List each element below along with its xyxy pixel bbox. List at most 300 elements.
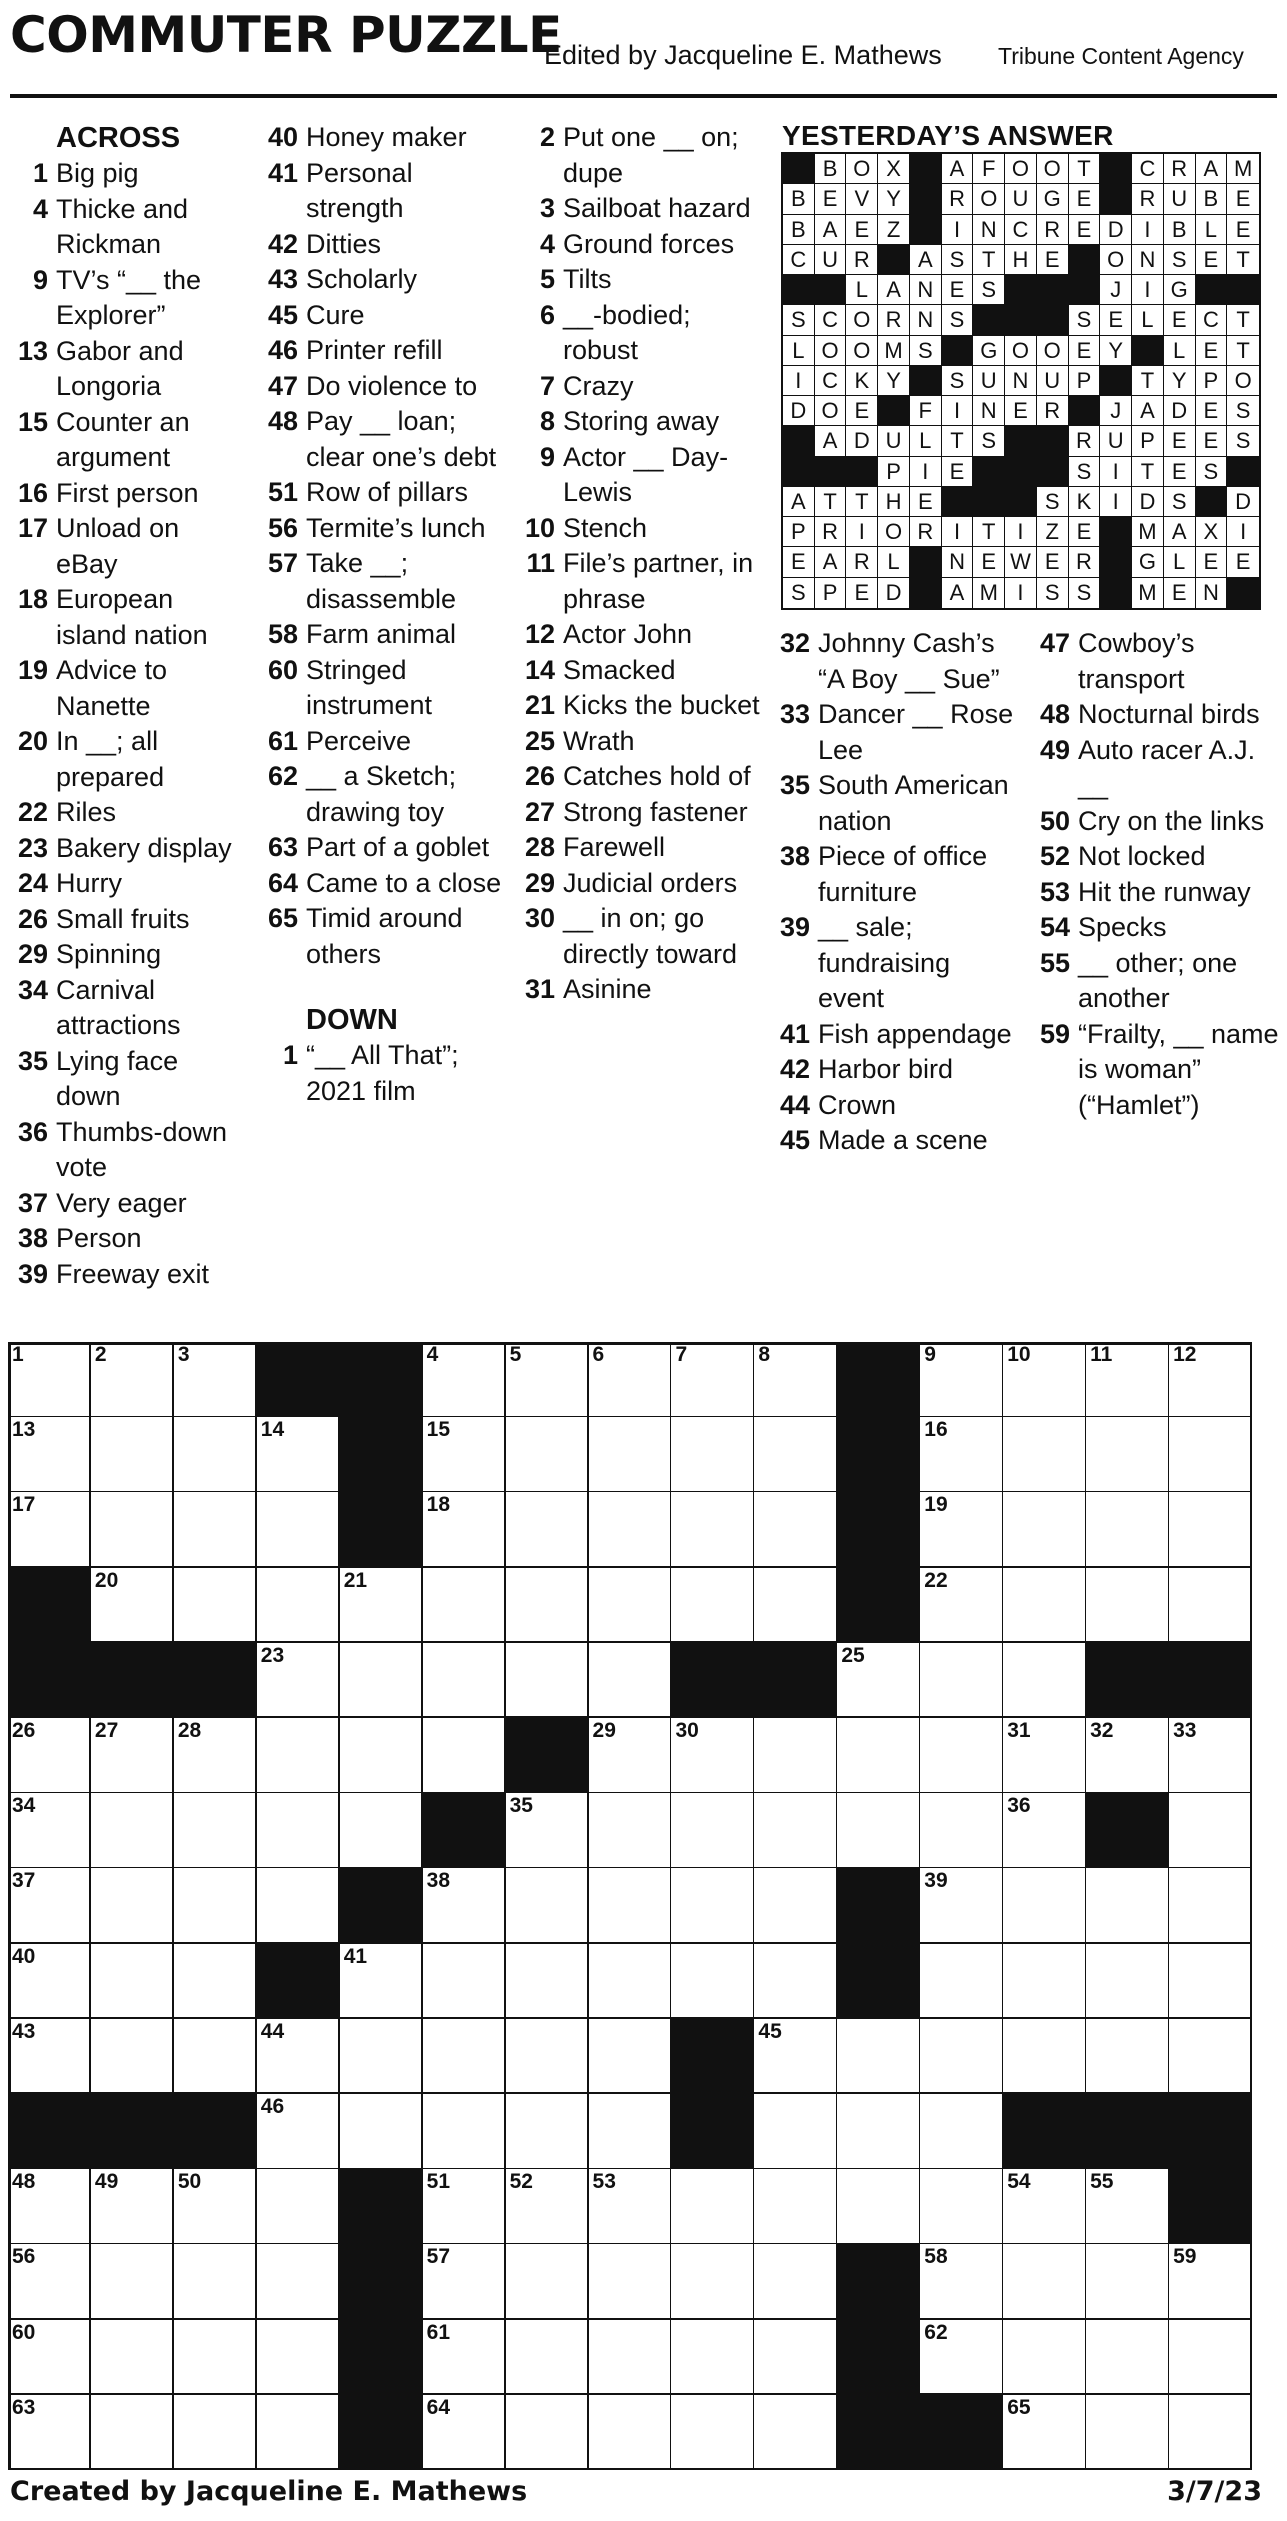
grid-answer-square[interactable] <box>506 2019 589 2095</box>
grid-answer-square[interactable] <box>1086 2320 1169 2396</box>
clue-number: 37 <box>17 1187 48 1218</box>
clue-number: 46 <box>267 335 298 365</box>
grid-answer-square[interactable] <box>1169 1417 1252 1493</box>
grid-answer-square[interactable] <box>423 1492 506 1568</box>
grid-answer-square[interactable] <box>340 1944 423 2020</box>
grid-answer-square[interactable] <box>920 2244 1003 2320</box>
grid-answer-square[interactable] <box>8 1417 91 1493</box>
grid-answer-square[interactable] <box>754 1944 837 2020</box>
grid-answer-square[interactable] <box>589 2094 672 2170</box>
grid-answer-square[interactable] <box>257 1568 340 1644</box>
yesterday-black-cell <box>815 275 847 305</box>
grid-answer-square[interactable] <box>257 2169 340 2245</box>
grid-answer-square[interactable] <box>8 2019 91 2095</box>
grid-answer-square[interactable] <box>589 2395 672 2471</box>
yesterday-letter-cell: O <box>1037 154 1069 184</box>
yesterday-letter-cell: O <box>1227 366 1259 396</box>
clue-number: 36 <box>17 1116 48 1147</box>
yesterday-black-cell <box>910 366 942 396</box>
grid-answer-square[interactable] <box>671 1417 754 1493</box>
grid-answer-square[interactable] <box>340 1643 423 1719</box>
clue-text: Riles <box>56 797 117 827</box>
grid-answer-square[interactable] <box>506 1944 589 2020</box>
grid-answer-square[interactable] <box>671 1868 754 1944</box>
yesterday-black-cell <box>942 487 974 517</box>
grid-answer-square[interactable] <box>671 1718 754 1794</box>
grid-answer-square[interactable] <box>754 1793 837 1869</box>
grid-answer-square[interactable] <box>1086 1342 1169 1418</box>
across-clue-36 <box>8 1115 248 1186</box>
grid-answer-square[interactable] <box>920 1793 1003 1869</box>
grid-answer-square[interactable] <box>589 1342 672 1418</box>
clue-text: Ditties <box>306 228 382 259</box>
grid-answer-square[interactable] <box>1003 1944 1086 2020</box>
clue-number: 38 <box>779 841 810 871</box>
grid-answer-square[interactable] <box>174 1342 257 1418</box>
grid-answer-square[interactable] <box>1003 1793 1086 1869</box>
grid-answer-square[interactable] <box>754 2094 837 2170</box>
grid-answer-square[interactable] <box>1086 1492 1169 1568</box>
grid-answer-square[interactable] <box>589 2169 672 2245</box>
down-clue-50 <box>1030 804 1280 840</box>
grid-answer-square[interactable] <box>1003 2395 1086 2471</box>
yesterday-letter-cell: I <box>942 517 974 547</box>
grid-answer-square[interactable] <box>8 2320 91 2396</box>
clue-text: Thicke and Rickman <box>56 193 189 259</box>
grid-clue-number: 12 <box>1173 1343 1197 1366</box>
yesterday-letter-cell: S <box>1037 578 1069 608</box>
yesterday-letter-cell: Y <box>878 184 910 214</box>
yesterday-black-cell <box>1100 184 1132 214</box>
grid-answer-square[interactable] <box>257 1643 340 1719</box>
grid-answer-square[interactable] <box>91 2395 174 2471</box>
across-clue-45 <box>258 298 503 334</box>
across-clue-42 <box>258 227 503 263</box>
grid-answer-square[interactable] <box>1169 1492 1252 1568</box>
grid-answer-square[interactable] <box>920 1944 1003 2020</box>
clue-number: 4 <box>32 193 48 224</box>
grid-clue-number: 4 <box>426 1343 439 1366</box>
grid-answer-square[interactable] <box>837 1718 920 1794</box>
yesterday-letter-cell: L <box>783 336 815 366</box>
grid-answer-square[interactable] <box>174 2320 257 2396</box>
grid-answer-square[interactable] <box>257 2395 340 2471</box>
yesterday-letter-cell: G <box>973 336 1005 366</box>
clue-number: 39 <box>779 912 810 942</box>
yesterday-letter-cell: L <box>1132 305 1164 335</box>
grid-answer-square[interactable] <box>1086 1944 1169 2020</box>
yesterday-letter-cell: A <box>910 245 942 275</box>
grid-answer-square[interactable] <box>340 1568 423 1644</box>
grid-answer-square[interactable] <box>506 2320 589 2396</box>
grid-answer-square[interactable] <box>1169 1944 1252 2020</box>
grid-answer-square[interactable] <box>589 1492 672 1568</box>
grid-answer-square[interactable] <box>754 1417 837 1493</box>
grid-clue-number: 46 <box>260 2095 285 2118</box>
grid-answer-square[interactable] <box>91 2244 174 2320</box>
grid-answer-square[interactable] <box>754 1568 837 1644</box>
grid-answer-square[interactable] <box>423 2019 506 2095</box>
clue-number: 34 <box>17 974 48 1005</box>
grid-answer-square[interactable] <box>1169 1718 1252 1794</box>
grid-answer-square[interactable] <box>257 1718 340 1794</box>
grid-answer-square[interactable] <box>423 1643 506 1719</box>
clue-text: Ground forces <box>563 228 735 259</box>
clue-text: First person <box>56 477 199 508</box>
across-column-1 <box>8 120 248 1292</box>
grid-answer-square[interactable] <box>423 1568 506 1644</box>
grid-answer-square[interactable] <box>174 2395 257 2471</box>
grid-answer-square[interactable] <box>423 1868 506 1944</box>
grid-answer-square[interactable] <box>174 1492 257 1568</box>
grid-answer-square[interactable] <box>174 1568 257 1644</box>
grid-answer-square[interactable] <box>1003 2169 1086 2245</box>
yesterday-letter-cell: E <box>1037 245 1069 275</box>
grid-answer-square[interactable] <box>920 1568 1003 1644</box>
grid-answer-square[interactable] <box>506 2094 589 2170</box>
grid-answer-square[interactable] <box>1086 1568 1169 1644</box>
grid-answer-square[interactable] <box>671 2244 754 2320</box>
grid-answer-square[interactable] <box>589 1718 672 1794</box>
grid-answer-square[interactable] <box>1003 2019 1086 2095</box>
grid-answer-square[interactable] <box>8 1868 91 1944</box>
grid-answer-square[interactable] <box>91 1793 174 1869</box>
grid-answer-square[interactable] <box>920 1868 1003 1944</box>
grid-answer-square[interactable] <box>423 2320 506 2396</box>
grid-answer-square[interactable] <box>506 1492 589 1568</box>
grid-answer-square[interactable] <box>754 1342 837 1418</box>
clue-number: 59 <box>1039 1018 1070 1049</box>
grid-answer-square[interactable] <box>1086 2244 1169 2320</box>
grid-answer-square[interactable] <box>1003 1643 1086 1719</box>
grid-answer-square[interactable] <box>506 1417 589 1493</box>
grid-answer-square[interactable] <box>920 2094 1003 2170</box>
grid-answer-square[interactable] <box>91 1568 174 1644</box>
yesterday-letter-cell: R <box>1132 184 1164 214</box>
grid-answer-square[interactable] <box>671 2395 754 2471</box>
grid-answer-square[interactable] <box>91 2169 174 2245</box>
grid-answer-square[interactable] <box>91 2320 174 2396</box>
yesterday-letter-cell: Z <box>878 215 910 245</box>
grid-clue-number: 55 <box>1090 2170 1114 2194</box>
grid-answer-square[interactable] <box>754 2169 837 2245</box>
header-divider <box>10 94 1277 98</box>
clue-number: 48 <box>267 406 298 436</box>
across-clue-20 <box>8 724 248 795</box>
grid-answer-square[interactable] <box>920 1342 1003 1418</box>
grid-answer-square[interactable] <box>506 2244 589 2320</box>
yesterday-letter-cell: E <box>973 547 1005 577</box>
grid-answer-square[interactable] <box>257 1417 340 1493</box>
grid-answer-square[interactable] <box>257 2094 340 2170</box>
grid-black-square <box>8 2094 91 2170</box>
across-clue-23 <box>8 831 248 867</box>
grid-answer-square[interactable] <box>1086 1718 1169 1794</box>
grid-answer-square[interactable] <box>1003 1718 1086 1794</box>
yesterday-letter-cell: R <box>878 305 910 335</box>
grid-answer-square[interactable] <box>506 1568 589 1644</box>
yesterday-letter-cell: O <box>846 154 878 184</box>
grid-answer-square[interactable] <box>8 2169 91 2245</box>
yesterday-letter-cell: E <box>1164 457 1196 487</box>
down-clue-6 <box>515 298 765 369</box>
grid-answer-square[interactable] <box>506 2169 589 2245</box>
grid-answer-square[interactable] <box>340 2019 423 2095</box>
clue-text: Scholarly <box>306 264 418 294</box>
grid-answer-square[interactable] <box>920 1417 1003 1493</box>
grid-answer-square[interactable] <box>671 1944 754 2020</box>
grid-answer-square[interactable] <box>589 1868 672 1944</box>
across-clue-41 <box>258 156 503 227</box>
clue-number: 25 <box>524 725 555 756</box>
grid-answer-square[interactable] <box>174 1793 257 1869</box>
down-clue-52 <box>1030 839 1280 875</box>
grid-answer-square[interactable] <box>754 2395 837 2471</box>
across-clue-38 <box>8 1221 248 1257</box>
yesterday-letter-cell: U <box>973 366 1005 396</box>
yesterday-letter-cell: S <box>1196 457 1228 487</box>
grid-clue-number: 32 <box>1090 1719 1114 1742</box>
grid-answer-square[interactable] <box>589 2320 672 2396</box>
grid-answer-square[interactable] <box>174 1944 257 2020</box>
grid-answer-square[interactable] <box>423 1718 506 1794</box>
grid-clue-number: 11 <box>1090 1343 1113 1366</box>
clue-text: Termite’s lunch <box>306 512 486 543</box>
grid-answer-square[interactable] <box>1086 2019 1169 2095</box>
grid-clue-number: 29 <box>592 1719 616 1742</box>
grid-answer-square[interactable] <box>8 1342 91 1418</box>
yesterday-letter-cell: M <box>1132 578 1164 608</box>
yesterday-letter-cell: P <box>878 457 910 487</box>
yesterday-letter-cell: E <box>942 457 974 487</box>
grid-answer-square[interactable] <box>91 1492 174 1568</box>
yesterday-letter-cell: H <box>878 487 910 517</box>
clue-text: Kicks the bucket <box>563 690 760 720</box>
down-clue-28 <box>515 830 765 866</box>
grid-answer-square[interactable] <box>257 2320 340 2396</box>
grid-answer-square[interactable] <box>671 2320 754 2396</box>
clue-number: 63 <box>267 832 298 862</box>
grid-answer-square[interactable] <box>506 1868 589 1944</box>
grid-answer-square[interactable] <box>174 1718 257 1794</box>
agency-name: Tribune Content Agency <box>998 43 1244 69</box>
grid-answer-square[interactable] <box>340 1793 423 1869</box>
grid-answer-square[interactable] <box>174 1417 257 1493</box>
grid-answer-square[interactable] <box>423 2395 506 2471</box>
grid-answer-square[interactable] <box>589 2019 672 2095</box>
grid-answer-square[interactable] <box>1003 2244 1086 2320</box>
down-clue-21 <box>515 688 765 724</box>
clue-text: Small fruits <box>56 903 190 934</box>
clue-number: 44 <box>779 1089 810 1120</box>
yesterday-letter-cell: S <box>910 336 942 366</box>
grid-answer-square[interactable] <box>423 1944 506 2020</box>
grid-answer-square[interactable] <box>1003 2320 1086 2396</box>
grid-answer-square[interactable] <box>920 1492 1003 1568</box>
grid-answer-square[interactable] <box>91 1417 174 1493</box>
grid-answer-square[interactable] <box>91 1944 174 2020</box>
grid-answer-square[interactable] <box>1169 1868 1252 1944</box>
across-clue-22 <box>8 795 248 831</box>
yesterday-letter-cell: S <box>1069 578 1101 608</box>
grid-black-square <box>671 1643 754 1719</box>
clue-number: 47 <box>267 370 298 401</box>
clue-number: 17 <box>17 513 48 543</box>
yesterday-letter-cell: E <box>1227 547 1259 577</box>
grid-answer-square[interactable] <box>837 2019 920 2095</box>
grid-answer-square[interactable] <box>8 1718 91 1794</box>
clue-text: Printer refill <box>306 335 443 365</box>
grid-answer-square[interactable] <box>91 2019 174 2095</box>
clue-number: 35 <box>779 770 810 800</box>
grid-answer-square[interactable] <box>589 1417 672 1493</box>
clue-text: “Frailty, __ name is woman” (“Hamlet”) <box>1078 1018 1279 1120</box>
grid-answer-square[interactable] <box>1086 2395 1169 2471</box>
grid-answer-square[interactable] <box>671 1492 754 1568</box>
grid-answer-square[interactable] <box>754 2019 837 2095</box>
grid-black-square <box>1169 1643 1252 1719</box>
clue-number: 58 <box>267 619 298 649</box>
grid-answer-square[interactable] <box>837 2094 920 2170</box>
yesterday-letter-cell: U <box>1037 366 1069 396</box>
grid-answer-square[interactable] <box>1169 1793 1252 1869</box>
grid-answer-square[interactable] <box>671 2169 754 2245</box>
grid-answer-square[interactable] <box>1003 1568 1086 1644</box>
grid-answer-square[interactable] <box>174 1868 257 1944</box>
grid-black-square <box>837 2244 920 2320</box>
grid-answer-square[interactable] <box>671 1793 754 1869</box>
clue-number: 62 <box>267 761 298 791</box>
grid-answer-square[interactable] <box>1003 1342 1086 1418</box>
grid-answer-square[interactable] <box>589 1793 672 1869</box>
grid-clue-number: 26 <box>12 1719 36 1742</box>
grid-answer-square[interactable] <box>8 2395 91 2471</box>
yesterday-black-cell <box>1100 547 1132 577</box>
yesterday-letter-cell: U <box>878 426 910 456</box>
grid-clue-number: 53 <box>592 2170 616 2194</box>
grid-answer-square[interactable] <box>257 1868 340 1944</box>
grid-answer-square[interactable] <box>920 2019 1003 2095</box>
grid-answer-square[interactable] <box>837 2169 920 2245</box>
grid-answer-square[interactable] <box>589 2244 672 2320</box>
grid-answer-square[interactable] <box>506 1793 589 1869</box>
grid-answer-square[interactable] <box>257 1793 340 1869</box>
grid-answer-square[interactable] <box>91 1868 174 1944</box>
clue-number: 57 <box>267 548 298 578</box>
yesterday-letter-cell: S <box>1069 305 1101 335</box>
yesterday-letter-cell: A <box>783 487 815 517</box>
clue-number: 9 <box>32 264 48 295</box>
grid-answer-square[interactable] <box>1169 2019 1252 2095</box>
grid-answer-square[interactable] <box>754 2320 837 2396</box>
grid-answer-square[interactable] <box>506 2395 589 2471</box>
grid-answer-square[interactable] <box>589 1944 672 2020</box>
across-clue-62 <box>258 759 503 830</box>
clue-text: __ in on; go directly toward <box>563 903 738 969</box>
yesterday-letter-cell: I <box>1005 517 1037 547</box>
grid-answer-square[interactable] <box>754 1492 837 1568</box>
grid-answer-square[interactable] <box>754 1868 837 1944</box>
yesterday-letter-cell: T <box>1227 336 1259 366</box>
clue-number: 7 <box>539 370 555 401</box>
grid-answer-square[interactable] <box>174 2169 257 2245</box>
grid-clue-number: 22 <box>924 1568 948 1592</box>
down-clue-30 <box>515 901 765 972</box>
grid-answer-square[interactable] <box>257 2019 340 2095</box>
grid-answer-square[interactable] <box>920 2320 1003 2396</box>
grid-answer-square[interactable] <box>837 1643 920 1719</box>
yesterday-letter-cell: T <box>973 517 1005 547</box>
crossword-grid <box>8 1342 1252 2470</box>
grid-answer-square[interactable] <box>8 1492 91 1568</box>
clue-number: 48 <box>1039 699 1070 729</box>
clue-number: 15 <box>17 406 48 437</box>
grid-answer-square[interactable] <box>91 1718 174 1794</box>
grid-answer-square[interactable] <box>174 2019 257 2095</box>
across-clue-37 <box>8 1186 248 1222</box>
grid-answer-square[interactable] <box>1086 1868 1169 1944</box>
grid-answer-square[interactable] <box>589 1643 672 1719</box>
grid-answer-square[interactable] <box>423 2094 506 2170</box>
grid-answer-square[interactable] <box>837 1793 920 1869</box>
grid-answer-square[interactable] <box>671 1342 754 1418</box>
grid-answer-square[interactable] <box>1169 1568 1252 1644</box>
grid-answer-square[interactable] <box>8 1944 91 2020</box>
grid-answer-square[interactable] <box>8 1793 91 1869</box>
grid-answer-square[interactable] <box>340 2094 423 2170</box>
grid-answer-square[interactable] <box>506 1643 589 1719</box>
grid-answer-square[interactable] <box>1086 1417 1169 1493</box>
clue-text: Johnny Cash’s “A Boy __ Sue” <box>818 628 1000 694</box>
grid-answer-square[interactable] <box>423 1417 506 1493</box>
grid-answer-square[interactable] <box>506 1342 589 1418</box>
grid-answer-square[interactable] <box>1169 2244 1252 2320</box>
grid-answer-square[interactable] <box>8 2244 91 2320</box>
grid-answer-square[interactable] <box>1003 1868 1086 1944</box>
grid-answer-square[interactable] <box>257 1492 340 1568</box>
grid-answer-square[interactable] <box>920 1643 1003 1719</box>
down-clue-45 <box>770 1123 1020 1159</box>
grid-answer-square[interactable] <box>257 2244 340 2320</box>
grid-answer-square[interactable] <box>754 2244 837 2320</box>
grid-answer-square[interactable] <box>1169 1342 1252 1418</box>
clue-text: Auto racer A.J. __ <box>1078 734 1256 800</box>
grid-answer-square[interactable] <box>589 1568 672 1644</box>
grid-answer-square[interactable] <box>1169 2320 1252 2396</box>
grid-answer-square[interactable] <box>1086 2169 1169 2245</box>
grid-answer-square[interactable] <box>423 2244 506 2320</box>
yesterday-black-cell <box>910 578 942 608</box>
yesterday-letter-cell: M <box>878 336 910 366</box>
grid-answer-square[interactable] <box>91 1342 174 1418</box>
clue-number: 11 <box>526 548 555 578</box>
grid-answer-square[interactable] <box>423 1342 506 1418</box>
grid-answer-square[interactable] <box>340 1718 423 1794</box>
yesterday-black-cell <box>1132 336 1164 366</box>
across-clue-47 <box>258 369 503 405</box>
grid-answer-square[interactable] <box>174 2244 257 2320</box>
grid-answer-square[interactable] <box>920 2169 1003 2245</box>
grid-answer-square[interactable] <box>1003 1417 1086 1493</box>
clue-text: Sailboat hazard <box>563 193 751 223</box>
grid-answer-square[interactable] <box>754 1718 837 1794</box>
grid-answer-square[interactable] <box>1169 2395 1252 2471</box>
grid-answer-square[interactable] <box>1003 1492 1086 1568</box>
yesterday-letter-cell: C <box>783 245 815 275</box>
grid-answer-square[interactable] <box>920 1718 1003 1794</box>
grid-answer-square[interactable] <box>423 2169 506 2245</box>
grid-answer-square[interactable] <box>671 1568 754 1644</box>
